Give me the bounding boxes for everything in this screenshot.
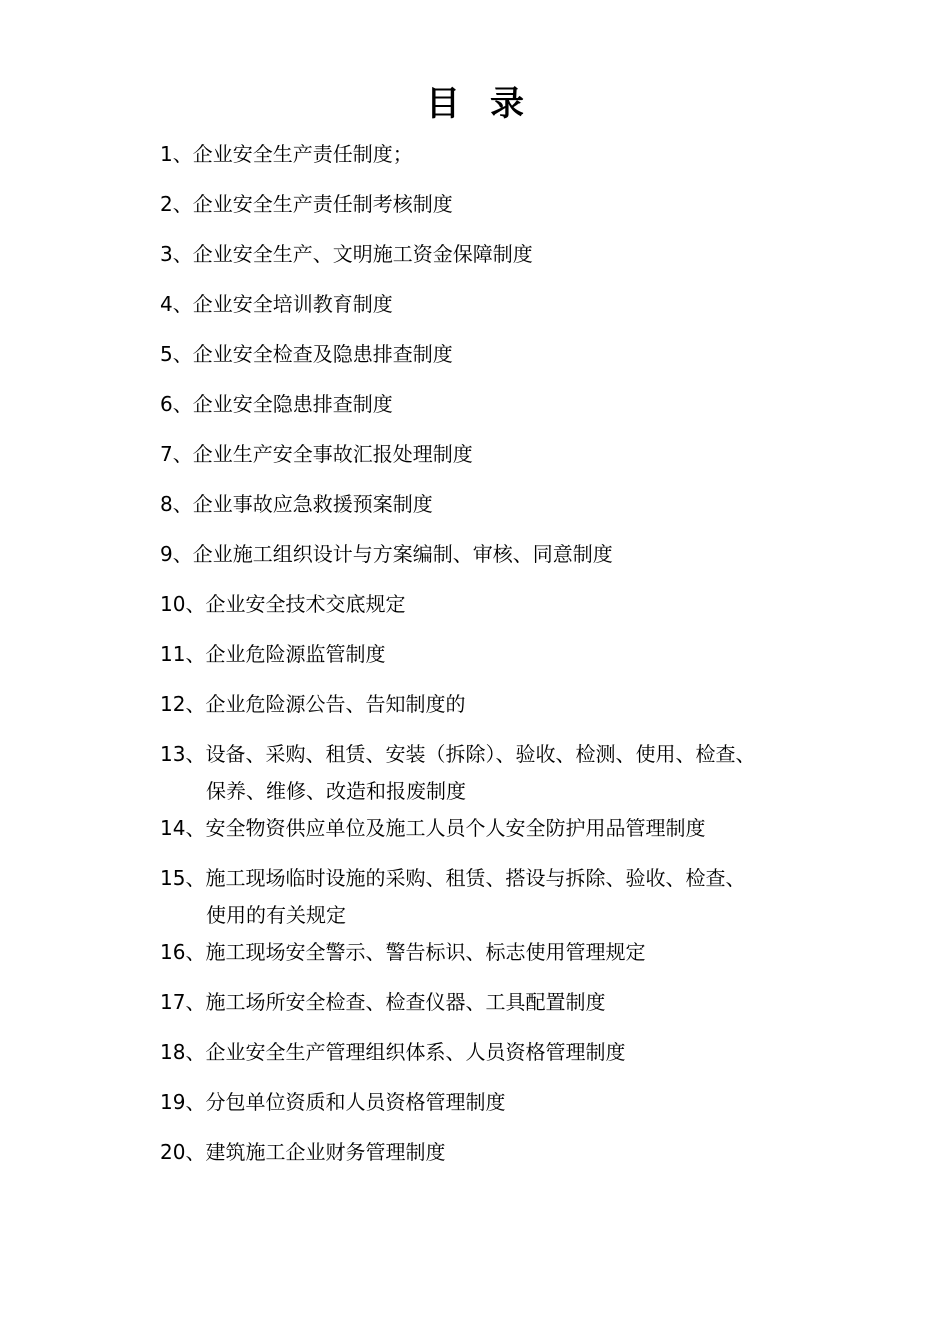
- toc-item-text: 企业安全检查及隐患排查制度: [192, 342, 453, 366]
- toc-item-18: [160, 1034, 850, 1084]
- toc-item-19: [160, 1084, 850, 1134]
- toc-item-13: [160, 736, 850, 810]
- toc-item-text: 分包单位资质和人员资格管理制度: [205, 1090, 506, 1114]
- toc-item-3: [160, 236, 850, 286]
- toc-item-text: 企业安全培训教育制度: [192, 292, 393, 316]
- toc-item-text: 企业安全生产责任制度；: [192, 142, 413, 166]
- toc-item-text: 建筑施工企业财务管理制度: [205, 1140, 446, 1164]
- toc-item-number: 11、: [160, 642, 206, 666]
- toc-item-text: 施工现场临时设施的采购、租赁、搭设与拆除、验收、检查、: [205, 866, 746, 890]
- toc-item-4: [160, 286, 850, 336]
- toc-item-15: [160, 860, 850, 934]
- toc-item-text: 企业安全隐患排查制度: [192, 392, 393, 416]
- toc-item-17: [160, 984, 850, 1034]
- page-title: [0, 78, 950, 130]
- toc-item-text: 企业危险源监管制度: [205, 642, 386, 666]
- toc-item-9: [160, 536, 850, 586]
- toc-item-number: 2、: [160, 192, 193, 216]
- toc-item-text: 企业施工组织设计与方案编制、审核、同意制度: [192, 542, 613, 566]
- toc-item-text: 设备、采购、租赁、安装（拆除）、验收、检测、使用、检查、: [205, 742, 756, 766]
- toc-item-number: 14、: [160, 816, 206, 840]
- toc-item-text: 企业危险源公告、告知制度的: [205, 692, 466, 716]
- toc-item-10: [160, 586, 850, 636]
- toc-item-number: 7、: [160, 442, 193, 466]
- toc-item-number: 4、: [160, 292, 193, 316]
- toc-item-7: [160, 436, 850, 486]
- toc-item-16: [160, 934, 850, 984]
- toc-item-number: 16、: [160, 940, 206, 964]
- toc-item-number: 3、: [160, 242, 193, 266]
- toc-item-number: 19、: [160, 1090, 206, 1114]
- toc-item-number: 20、: [160, 1140, 206, 1164]
- toc-item-6: [160, 386, 850, 436]
- toc-item-text: 企业安全技术交底规定: [205, 592, 406, 616]
- toc-item-12: [160, 686, 850, 736]
- toc-item-number: 1、: [160, 142, 193, 166]
- toc-item-11: [160, 636, 850, 686]
- toc-item-number: 9、: [160, 542, 193, 566]
- toc-item-text: 企业安全生产、文明施工资金保障制度: [192, 242, 533, 266]
- toc-item-text: 安全物资供应单位及施工人员个人安全防护用品管理制度: [205, 816, 706, 840]
- toc-item-text: 企业生产安全事故汇报处理制度: [192, 442, 473, 466]
- title-char-1: 目: [426, 84, 460, 124]
- toc-item-8: [160, 486, 850, 536]
- toc-item-number: 6、: [160, 392, 193, 416]
- toc-item-text: 企业安全生产责任制考核制度: [192, 192, 453, 216]
- toc-item-text: 企业安全生产管理组织体系、人员资格管理制度: [205, 1040, 626, 1064]
- toc-item-number: 17、: [160, 990, 206, 1014]
- toc-item-number: 13、: [160, 742, 206, 766]
- toc-item-number: 12、: [160, 692, 206, 716]
- toc-item-text: 施工场所安全检查、检查仪器、工具配置制度: [205, 990, 606, 1014]
- table-of-contents: [160, 136, 850, 1184]
- toc-item-text: 企业事故应急救援预案制度: [192, 492, 433, 516]
- title-char-2: 录: [490, 84, 524, 124]
- toc-item-number: 8、: [160, 492, 193, 516]
- toc-item-text-continued: 使用的有关规定: [206, 903, 346, 927]
- toc-item-text: 施工现场安全警示、警告标识、标志使用管理规定: [205, 940, 646, 964]
- toc-item-20: [160, 1134, 850, 1184]
- toc-item-5: [160, 336, 850, 386]
- toc-item-number: 10、: [160, 592, 206, 616]
- toc-item-number: 15、: [160, 866, 206, 890]
- toc-item-14: [160, 810, 850, 860]
- toc-item-2: [160, 186, 850, 236]
- toc-item-number: 5、: [160, 342, 193, 366]
- toc-item-text-continued: 保养、维修、改造和报废制度: [206, 779, 466, 803]
- toc-item-1: [160, 136, 850, 186]
- toc-item-number: 18、: [160, 1040, 206, 1064]
